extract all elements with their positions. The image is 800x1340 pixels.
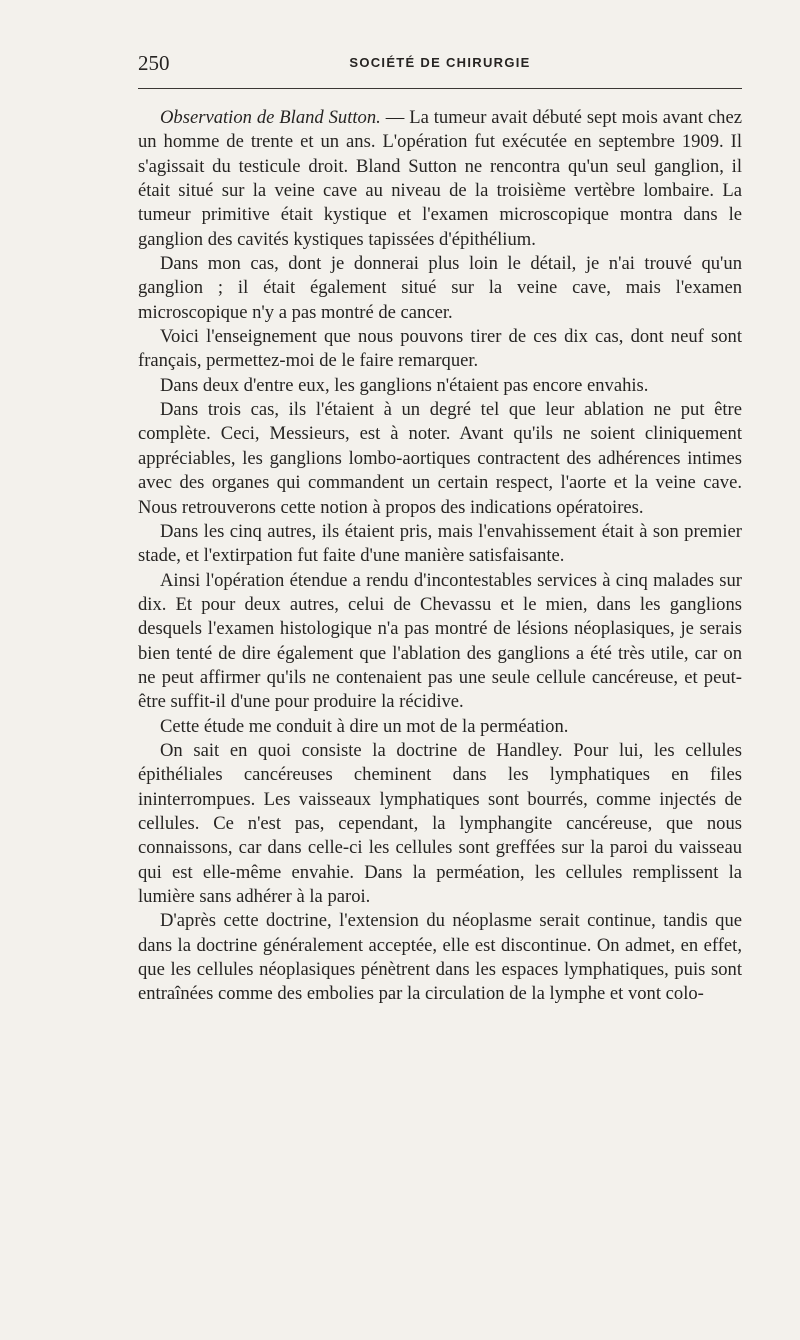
header-rule xyxy=(138,88,742,89)
paragraph-2: Dans mon cas, dont je donnerai plus loin le détail, je n'ai trouvé qu'un ganglion ; il était également situé sur la veine cave, mais l'examen microscopique n'y a pas montré de cancer. xyxy=(138,253,742,323)
page-header xyxy=(138,50,742,76)
paragraph-1-text: — La tumeur avait débuté sept mois avant chez un homme de trente et un ans. L'opération fut exécutée en septembre 1909. Il s'agissait du testicule droit. Bland Sutton ne rencontra qu'un seul ganglion, il était situé sur la veine cave au niveau de la troisième vertèbre lombaire. La tumeur primitive était kystique et l'examen microscopique montra dans le ganglion des cavités kystiques tapissées d'épithélium. xyxy=(138,107,742,250)
paragraph-3: Voici l'enseignement que nous pouvons tirer de ces dix cas, dont neuf sont français, permettez-moi de le faire remarquer. xyxy=(138,326,742,372)
paragraph-1 xyxy=(138,106,742,252)
running-head: SOCIÉTÉ DE CHIRURGIE xyxy=(349,55,531,70)
paragraph-6: Dans les cinq autres, ils étaient pris, mais l'envahissement était à son premier stade, et l'extirpation fut faite d'une manière satisfaisante. xyxy=(138,520,742,567)
paragraph-5: Dans trois cas, ils l'étaient à un degré tel que leur ablation ne put être complète. Ceci, Messieurs, est à noter. Avant qu'ils ne soient cliniquement appréciables, les ganglions lombo-aortiques contractent des adhérences intimes avec des organes qui commandent un certain respect, l'aorte et la veine cave. Nous retrouverons cette notion à propos des indications opératoires. xyxy=(138,399,742,518)
paragraph-4: Dans deux d'entre eux, les ganglions n'étaient pas encore envahis. xyxy=(160,374,649,396)
page-number: 250 xyxy=(138,51,170,75)
paragraph-9: On sait en quoi consiste la doctrine de Handley. Pour lui, les cellules épithéliales cancéreuses cheminent dans les lymphatiques en files ininterrompues. Les vaisseaux lymphatiques sont bourrés, comme injectés de cellules. Ce n'est pas, cependant, la lymphangite cancéreuse, que nous connaissons, car dans celle-ci les cellules sont greffées sur la paroi du vaisseau qui est elle-même envahie. Dans la perméation, les cellules remplissent la lumière sans adhérer à la paroi. xyxy=(138,739,742,907)
paragraph-8: Cette étude me conduit à dire un mot de la perméation. xyxy=(160,715,569,737)
observation-title: Observation de Bland Sutton. xyxy=(160,107,381,128)
paragraph-10: D'après cette doctrine, l'extension du néoplasme serait continue, tandis que dans la doctrine généralement acceptée, elle est discontinue. On admet, en effet, que les cellules néoplasiques pénètrent dans les espaces lymphatiques, puis sont entraînées comme des embolies par la circulation de la lymphe et vont colo- xyxy=(138,910,742,1005)
body-text xyxy=(138,106,742,1007)
paragraph-7: Ainsi l'opération étendue a rendu d'incontestables services à cinq malades sur dix. Et pour deux autres, celui de Chevassu et le mien, dans les ganglions desquels l'examen histologique n'a pas montré de lésions néoplasiques, je serais bien tenté de dire également que l'ablation des ganglions a été très utile, car on ne peut affirmer qu'ils ne contenaient pas une seule cellule cancéreuse, et peut-être suffit-il d'une pour produire la récidive. xyxy=(138,569,742,713)
